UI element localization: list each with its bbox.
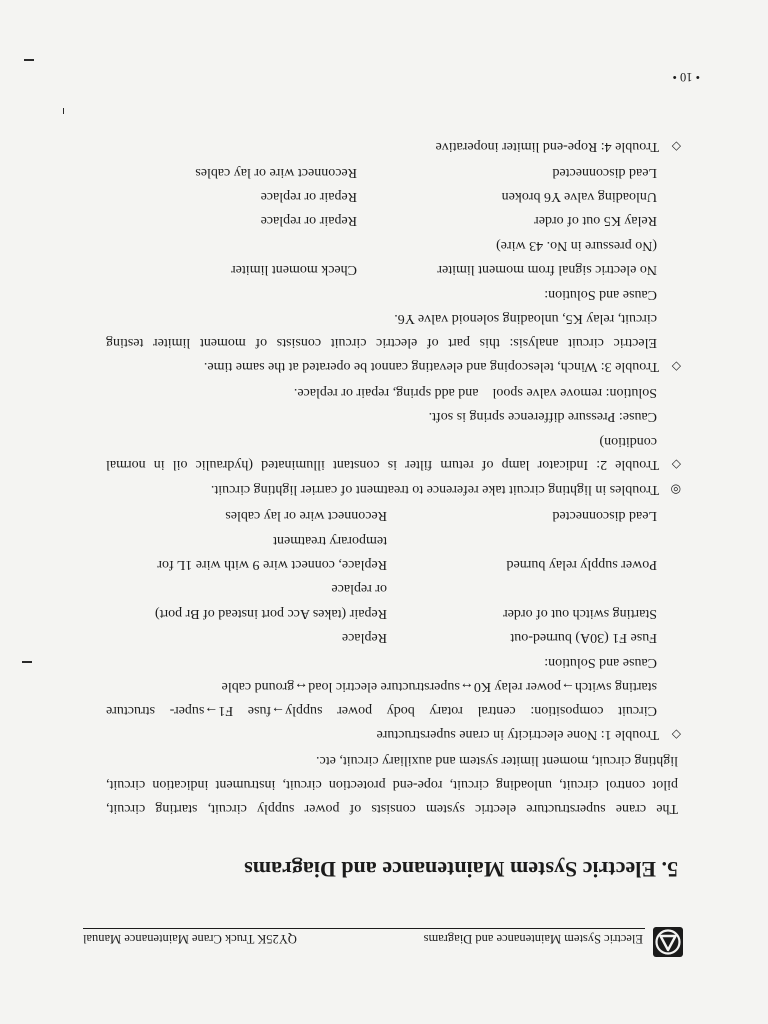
lighting-note: ◎Troubles in lighting circuit take reference to treatment of carrier lighting circuit. xyxy=(210,482,681,497)
trouble-3-analysis-2: circuit, relay K5, unloading solenoid valve Y6. xyxy=(394,311,657,326)
trouble-3-row: (No pressure in No. 43 wire) xyxy=(496,238,657,253)
manufacturer-logo-icon xyxy=(653,927,683,957)
bullseye-bullet-icon: ◎ xyxy=(670,483,681,497)
header-section-title: Electric System Maintenance and Diagrams xyxy=(423,932,643,946)
diamond-bullet-icon: ◇ xyxy=(671,728,681,742)
intro-line-3: lighting circuit, moment limiter system and auxiliary circuit, etc. xyxy=(316,753,678,768)
trouble-3-analysis-1: Electric circuit analysis: this part of electric circuit consists of moment limiter testing xyxy=(106,335,657,350)
trouble-4-title: ◇Trouble 4: Rope-end limiter inoperative xyxy=(435,139,681,154)
trouble-1-cause-heading: Cause and Solution: xyxy=(544,655,657,670)
trouble-3-row: Lead disconnected Reconnect wire or lay cables xyxy=(195,165,657,180)
body-text: The crane superstructure electric system consists of power supply circuit, starting circuit, pilot control circuit, unloading circuit, rope-end protection circuit, instrument indication circuit, lighting circuit, moment limiter system and auxiliary circuit, etc. ◇Trouble 1: None electricity in crane superstructure Circuit composition: central rotary body power supply→fuse F1→super- structure starting switch→power relay K0↔superstructure electric load↔ground cable Cause and Solution: Fuse F1 (30A) burned-out Replace Starting switch out of order Repair (takes Acc port instead of Br port) or replace Power supply relay burned Replace, connect wire 9 with wire 1L for temporary treatment Lead disconnected Reconnect wire or lay cables ◎Troubles in lighting circuit take reference to treatment of carrier lighting circuit. ◇Trouble 2: Indicator lamp of return filter is constant illuminated (hydraulic oil in normal condition) Cause: Pressure difference spring is soft. Solution: remove valve spool and add spring, repair or replace. ◇Trouble 3: Winch, telescoping and elevating cannot be operated at the same time. Electric circuit analysis: this part of electric circuit consists of moment limiter testing circuit, relay K5, unloading solenoid valve Y6. Cause and Solution: No electric signal from moment limiter Check moment limiter (No pressure in No. 43 wire) Relay K5 out of order Repair or replace Unloading valve Y6 broken Repair or replace Lead disconnected Reconnect wire or lay cables ◇Trouble 4: Rope-end limiter inoperative xyxy=(106,139,681,816)
intro-line-2: pilot control circuit, unloading circuit, rope-end protection circuit, instrument indication circuit, xyxy=(106,777,678,792)
trouble-3-row: Relay K5 out of order Repair or replace xyxy=(260,213,657,228)
trouble-2-cause: Cause: Pressure difference spring is soft. xyxy=(428,409,657,424)
trouble-1-row: Fuse F1 (30A) burned-out Replace xyxy=(341,630,657,645)
trouble-1-row: Lead disconnected Reconnect wire or lay cables xyxy=(225,508,657,523)
scan-mark xyxy=(63,108,64,114)
trouble-2-title-cont: condition) xyxy=(599,434,657,449)
page-number: • 10 • xyxy=(672,70,700,84)
trouble-1-composition-2: starting switch→power relay K0↔superstructure electric load↔ground cable xyxy=(221,679,657,694)
trouble-1-title: ◇Trouble 1: None electricity in crane superstructure xyxy=(376,727,681,742)
header-rule xyxy=(83,928,645,929)
running-header xyxy=(83,922,683,958)
intro-line-1: The crane superstructure electric system consists of power supply circuit, starting circuit, xyxy=(106,801,678,816)
trouble-3-cause-heading: Cause and Solution: xyxy=(544,287,657,302)
scan-mark xyxy=(22,661,32,663)
diamond-bullet-icon: ◇ xyxy=(671,360,681,374)
header-manual-title: QY25K Truck Crane Maintenance Manual xyxy=(83,932,297,946)
trouble-1-row: Power supply relay burned Replace, connect wire 9 with wire 1L for xyxy=(157,557,657,572)
trouble-1-row: Starting switch out of order Repair (takes Acc port instead of Br port) xyxy=(154,606,657,621)
trouble-3-title: ◇Trouble 3: Winch, telescoping and elevating cannot be operated at the same time. xyxy=(203,359,681,374)
trouble-1-composition-1: Circuit composition: central rotary body power supply→fuse F1→super- structure xyxy=(106,703,657,718)
trouble-3-row: Unloading valve Y6 broken Repair or replace xyxy=(260,189,657,204)
diamond-bullet-icon: ◇ xyxy=(671,458,681,472)
page-title: 5. Electric System Maintenance and Diagrams xyxy=(244,857,678,882)
trouble-3-row: No electric signal from moment limiter Check moment limiter xyxy=(231,262,657,277)
trouble-2-solution: Solution: remove valve spool and add spring, repair or replace. xyxy=(293,385,657,400)
scan-mark xyxy=(24,59,34,61)
trouble-2-title: ◇Trouble 2: Indicator lamp of return filter is constant illuminated (hydraulic oil in normal xyxy=(106,457,681,472)
diamond-bullet-icon: ◇ xyxy=(671,140,681,154)
